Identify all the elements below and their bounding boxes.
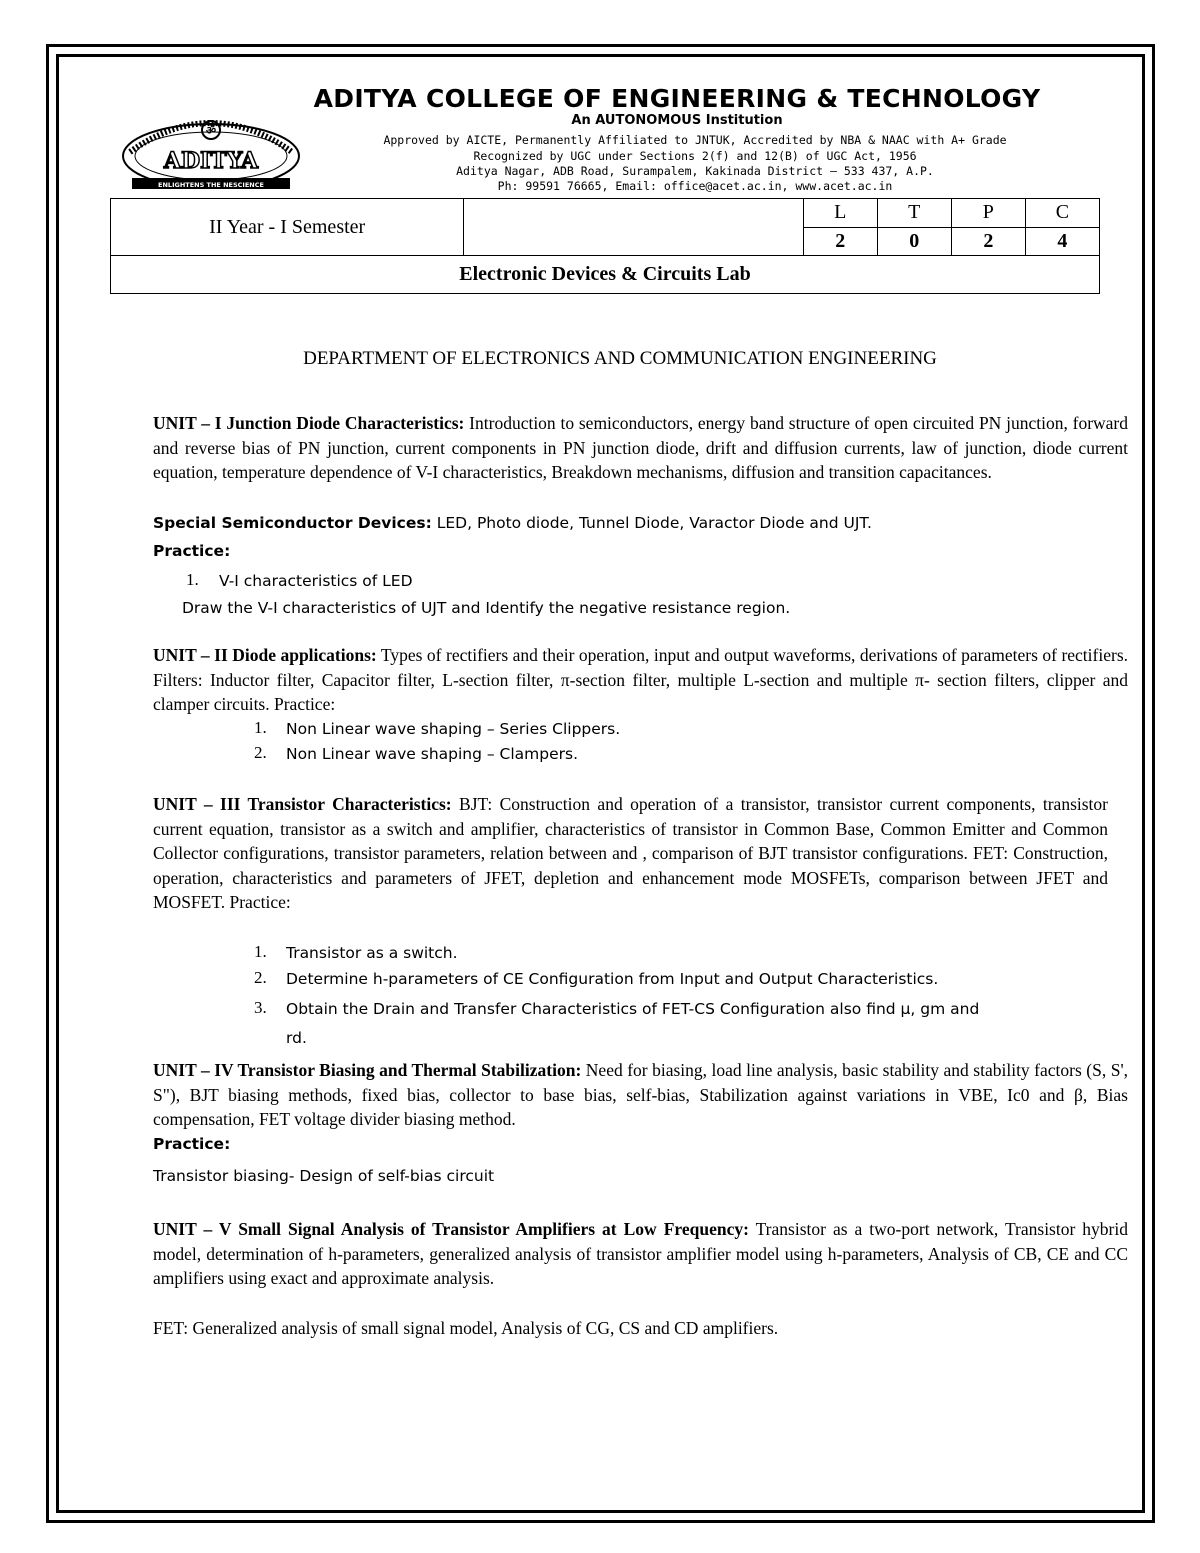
unit-1-practice-label: Practice: <box>153 542 231 560</box>
unit-5-fet-line: FET: Generalized analysis of small signal model, Analysis of CG, CS and CD amplifiers. <box>153 1318 779 1338</box>
special-devices-heading: Special Semiconductor Devices: <box>153 514 432 532</box>
special-devices-line <box>153 512 872 534</box>
unit-3-item-2-num: 2. <box>254 968 267 987</box>
contact-line: Ph: 99591 76665, Email: office@acet.ac.in, www.acet.ac.in <box>497 179 893 193</box>
unit-1-item-1-num: 1. <box>186 570 199 589</box>
header-c: C <box>1025 199 1099 228</box>
unit-2-item-2-num: 2. <box>254 743 267 762</box>
value-l: 2 <box>803 227 877 256</box>
unit-5-paragraph <box>153 1217 1128 1291</box>
unit-2-body: Types of rectifiers and their operation, input and output waveforms, derivations of parameters of rectifiers. Filters: Inductor filter, Capacitor filter, L-section filter, π-section filter, multiple L-section and multiple π- section filters, clipper and clamper circuits. Practice: <box>153 645 1128 714</box>
unit-3-item-3-continued: rd. <box>286 1029 307 1047</box>
unit-1-body: Introduction to semiconductors, energy band structure of open circuited PN junction, forward and reverse bias of PN junction, current components in PN junction diode, drift and diffusion currents, law of junction, diode current equation, temperature dependence of V-I characteristics, Breakdown mechanisms, diffusion and transition capacitances. <box>153 413 1129 482</box>
header-t: T <box>877 199 951 228</box>
header-p: P <box>951 199 1025 228</box>
unit-2-item-1: Non Linear wave shaping – Series Clippers. <box>286 720 621 738</box>
unit-5-body: Transistor as a two-port network, Transistor hybrid model, determination of h-parameters, generalized analysis of transistor amplifier model using h-parameters, Analysis of CB, CE and CC amplifiers using exact and approximate analysis. <box>153 1219 1128 1288</box>
header-l: L <box>803 199 877 228</box>
approval-line: Approved by AICTE, Permanently Affiliated to JNTUK, Accredited by NBA & NAAC with A+ Grade <box>383 133 1007 147</box>
unit-2-item-1-num: 1. <box>254 718 267 737</box>
unit-3-item-3-num: 3. <box>254 998 267 1017</box>
unit-2-item-2: Non Linear wave shaping – Clampers. <box>286 745 579 763</box>
unit-4-heading: UNIT – IV Transistor Biasing and Thermal Stabilization: <box>153 1060 582 1080</box>
year-semester: II Year - I Semester <box>111 199 464 256</box>
unit-3-item-1-num: 1. <box>254 942 267 961</box>
institution-status: An AUTONOMOUS Institution <box>571 113 783 128</box>
recognition-line: Recognized by UGC under Sections 2(f) and 12(B) of UGC Act, 1956 <box>473 149 917 163</box>
unit-1-item-1: V-I characteristics of LED <box>219 572 413 590</box>
unit-2-heading: UNIT – II Diode applications: <box>153 645 377 665</box>
unit-3-item-2: Determine h-parameters of CE Configuration from Input and Output Characteristics. <box>286 970 939 988</box>
unit-3-item-1: Transistor as a switch. <box>286 944 458 962</box>
course-title: Electronic Devices & Circuits Lab <box>111 256 1100 294</box>
department-title: DEPARTMENT OF ELECTRONICS AND COMMUNICATION ENGINEERING <box>303 348 937 369</box>
value-t: 0 <box>877 227 951 256</box>
value-c: 4 <box>1025 227 1099 256</box>
svg-text:ADITYA: ADITYA <box>163 148 259 174</box>
unit-4-paragraph <box>153 1058 1128 1132</box>
address-line: Aditya Nagar, ADB Road, Surampalem, Kakinada District – 533 437, A.P. <box>456 164 934 178</box>
unit-1-heading: UNIT – I Junction Diode Characteristics: <box>153 413 465 433</box>
unit-5-heading: UNIT – V Small Signal Analysis of Transistor Amplifiers at Low Frequency: <box>153 1219 749 1239</box>
special-devices-body: LED, Photo diode, Tunnel Diode, Varactor Diode and UJT. <box>431 514 872 532</box>
unit-3-item-3: Obtain the Drain and Transfer Characteristics of FET-CS Configuration also find μ, gm and <box>286 1000 980 1018</box>
unit-4-practice-label: Practice: <box>153 1135 231 1153</box>
unit-4-practice-text: Transistor biasing- Design of self-bias circuit <box>153 1167 495 1185</box>
unit-1-item-2: Draw the V-I characteristics of UJT and Identify the negative resistance region. <box>182 599 791 617</box>
value-p: 2 <box>951 227 1025 256</box>
blank-cell <box>464 199 803 256</box>
unit-3-body: BJT: Construction and operation of a transistor, transistor current components, transistor current equation, transistor as a switch and amplifier, characteristics of transistor in Common Base, Common Emitter and Common Collector configurations, transistor parameters, relation between and , comparison of BJT transistor configurations. FET: Construction, operation, characteristics and parameters of JFET, depletion and enhancement mode MOSFETs, comparison between JFET and MOSFET. Practice: <box>153 794 1108 912</box>
unit-3-heading: UNIT – III Transistor Characteristics: <box>153 794 452 814</box>
svg-text:ॐ: ॐ <box>205 124 217 137</box>
unit-4-body: Need for biasing, load line analysis, basic stability and stability factors (S, S', S"), BJT biasing methods, fixed bias, collector to base bias, self-bias, Stabilization against variations in VBE, Ic0 and β, Bias compensation, FET voltage divider biasing method. <box>153 1060 1128 1129</box>
unit-2-paragraph <box>153 643 1128 717</box>
unit-3-paragraph <box>153 792 1108 915</box>
course-table <box>110 198 1100 294</box>
unit-1-paragraph <box>153 411 1128 485</box>
college-name: ADITYA COLLEGE OF ENGINEERING & TECHNOLOGY <box>313 84 1041 113</box>
svg-text:ENLIGHTENS THE NESCIENCE: ENLIGHTENS THE NESCIENCE <box>158 181 264 189</box>
